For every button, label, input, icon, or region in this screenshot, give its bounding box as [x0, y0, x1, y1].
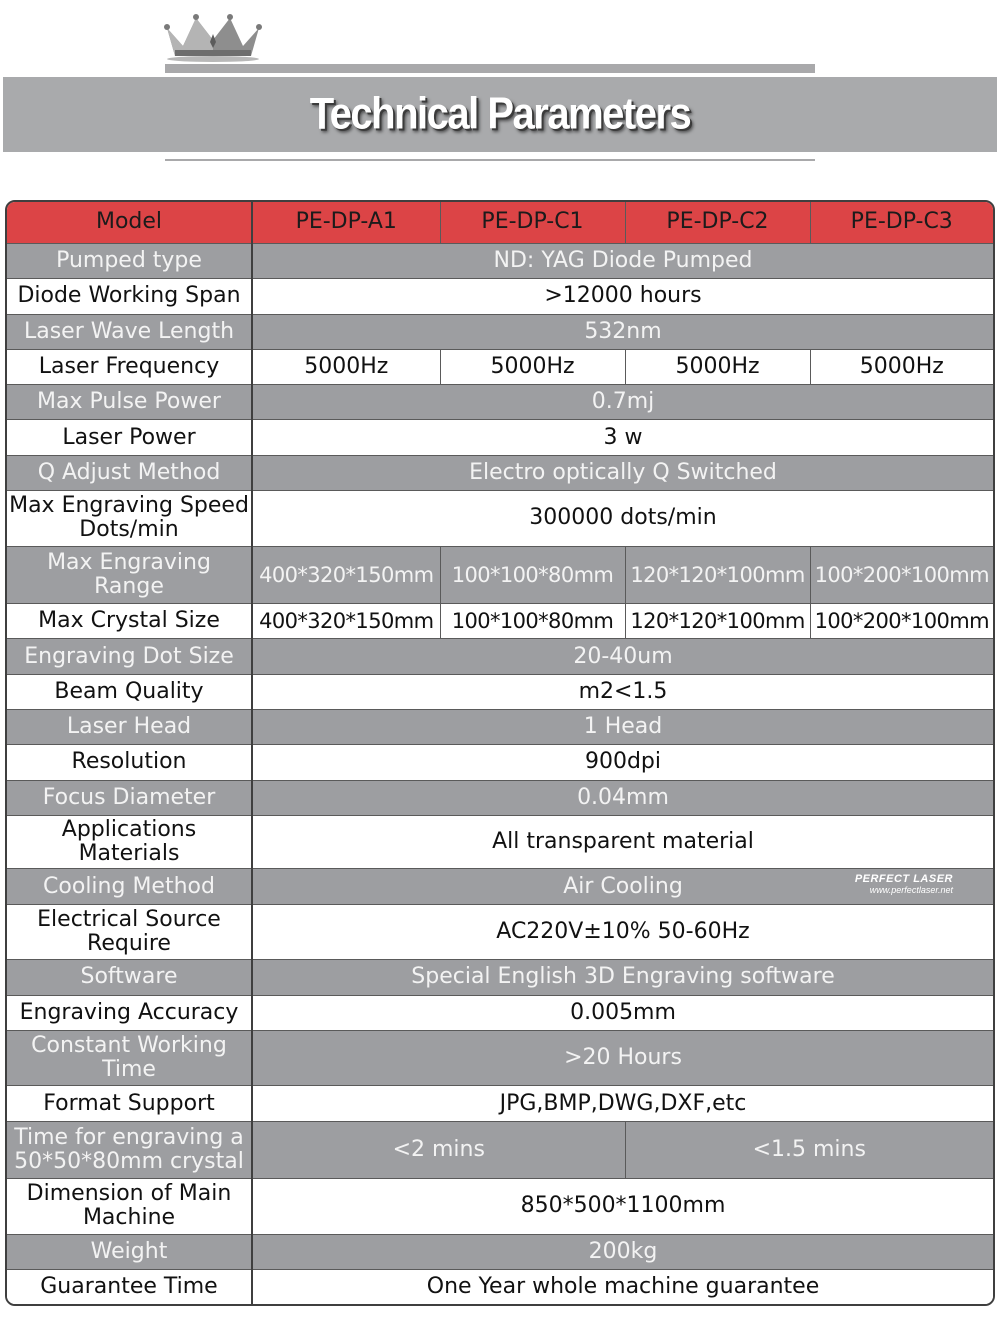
row-label: Pumped type	[7, 243, 252, 278]
row-label: Constant Working Time	[7, 1030, 252, 1086]
row-value: 900dpi	[252, 745, 993, 780]
row-label: Format Support	[7, 1086, 252, 1121]
row-value: 300000 dots/min	[252, 491, 993, 547]
row-value: 0.005mm	[252, 995, 993, 1030]
row-value: All transparent material	[252, 815, 993, 868]
table-row	[7, 815, 993, 868]
table-row	[7, 349, 993, 384]
row-label: Max Engraving Speed Dots/min	[7, 491, 252, 547]
row-value: 850*500*1100mm	[252, 1179, 993, 1235]
row-value: 400*320*150mm	[252, 604, 440, 639]
row-label: Weight	[7, 1234, 252, 1269]
row-label: Guarantee Time	[7, 1270, 252, 1304]
row-label: Laser Frequency	[7, 349, 252, 384]
row-label: Q Adjust Method	[7, 455, 252, 490]
row-label: Max Pulse Power	[7, 385, 252, 420]
row-label: Dimension of Main Machine	[7, 1179, 252, 1235]
row-label: Focus Diameter	[7, 780, 252, 815]
row-label: Engraving Dot Size	[7, 639, 252, 674]
row-label: Cooling Method	[7, 869, 252, 904]
row-value: 5000Hz	[252, 349, 440, 384]
model-name: PE-DP-A1	[252, 202, 440, 243]
page-title: Technical Parameters	[309, 89, 691, 139]
row-value: 532nm	[252, 314, 993, 349]
row-value: 100*200*100mm	[810, 546, 993, 604]
row-value: Special English 3D Engraving software	[252, 960, 993, 995]
row-value: 120*120*100mm	[625, 604, 810, 639]
table-row	[7, 639, 993, 674]
row-label: Engraving Accuracy	[7, 995, 252, 1030]
table-row	[7, 960, 993, 995]
row-value: JPG,BMP,DWG,DXF,etc	[252, 1086, 993, 1121]
row-label: Software	[7, 960, 252, 995]
row-value: 400*320*150mm	[252, 546, 440, 604]
row-value: 3 w	[252, 420, 993, 455]
model-name: PE-DP-C1	[440, 202, 625, 243]
table-row	[7, 710, 993, 745]
table-row	[7, 780, 993, 815]
row-label: Time for engraving a 50*50*80mm crystal	[7, 1121, 252, 1179]
spec-table	[5, 200, 995, 1306]
row-label: Laser Wave Length	[7, 314, 252, 349]
table-row	[7, 420, 993, 455]
table-row	[7, 604, 993, 639]
brand-watermark	[855, 874, 953, 896]
row-value: 5000Hz	[625, 349, 810, 384]
table-row	[7, 869, 993, 904]
model-label: Model	[7, 202, 252, 243]
table-row	[7, 546, 993, 604]
row-value: 100*200*100mm	[810, 604, 993, 639]
table-row	[7, 202, 993, 243]
header-rule-top	[165, 64, 815, 73]
row-value: Electro optically Q Switched	[252, 455, 993, 490]
row-value: 0.04mm	[252, 780, 993, 815]
model-name: PE-DP-C3	[810, 202, 993, 243]
table-row	[7, 1121, 993, 1179]
row-value: 120*120*100mm	[625, 546, 810, 604]
header-rule-bottom	[165, 159, 815, 161]
row-value: >20 Hours	[252, 1030, 993, 1086]
table-row	[7, 1270, 993, 1304]
table-row	[7, 1179, 993, 1235]
row-value: >12000 hours	[252, 279, 993, 314]
row-value: m2<1.5	[252, 674, 993, 709]
row-label: Laser Head	[7, 710, 252, 745]
table-row	[7, 491, 993, 547]
table-row	[7, 1234, 993, 1269]
row-label: Max Crystal Size	[7, 604, 252, 639]
brand-url: www.perfectlaser.net	[869, 885, 953, 896]
table-row	[7, 314, 993, 349]
table-row	[7, 279, 993, 314]
row-value	[252, 869, 993, 904]
row-value: 1 Head	[252, 710, 993, 745]
table-row	[7, 385, 993, 420]
row-label: Applications Materials	[7, 815, 252, 868]
model-name: PE-DP-C2	[625, 202, 810, 243]
row-value: 5000Hz	[440, 349, 625, 384]
row-label: Resolution	[7, 745, 252, 780]
row-label: Beam Quality	[7, 674, 252, 709]
table-row	[7, 904, 993, 960]
row-label: Diode Working Span	[7, 279, 252, 314]
title-banner	[3, 77, 997, 152]
table-row	[7, 243, 993, 278]
row-label: Laser Power	[7, 420, 252, 455]
row-value-text: Air Cooling	[563, 873, 683, 899]
row-value: ND: YAG Diode Pumped	[252, 243, 993, 278]
table-row	[7, 455, 993, 490]
row-value: 100*100*80mm	[440, 604, 625, 639]
row-value: <1.5 mins	[625, 1121, 993, 1179]
table-row	[7, 995, 993, 1030]
brand-name: PERFECT LASER	[854, 873, 953, 886]
row-value: 20-40um	[252, 639, 993, 674]
crown-icon	[163, 12, 263, 62]
table-row	[7, 674, 993, 709]
row-value: <2 mins	[252, 1121, 625, 1179]
row-value: 200kg	[252, 1234, 993, 1269]
table-row	[7, 745, 993, 780]
row-value: 5000Hz	[810, 349, 993, 384]
row-value: One Year whole machine guarantee	[252, 1270, 993, 1304]
table-row	[7, 1086, 993, 1121]
row-value: AC220V±10% 50-60Hz	[252, 904, 993, 960]
row-value: 0.7mj	[252, 385, 993, 420]
table-row	[7, 1030, 993, 1086]
row-label: Max Engraving Range	[7, 546, 252, 604]
row-label: Electrical Source Require	[7, 904, 252, 960]
row-value: 100*100*80mm	[440, 546, 625, 604]
